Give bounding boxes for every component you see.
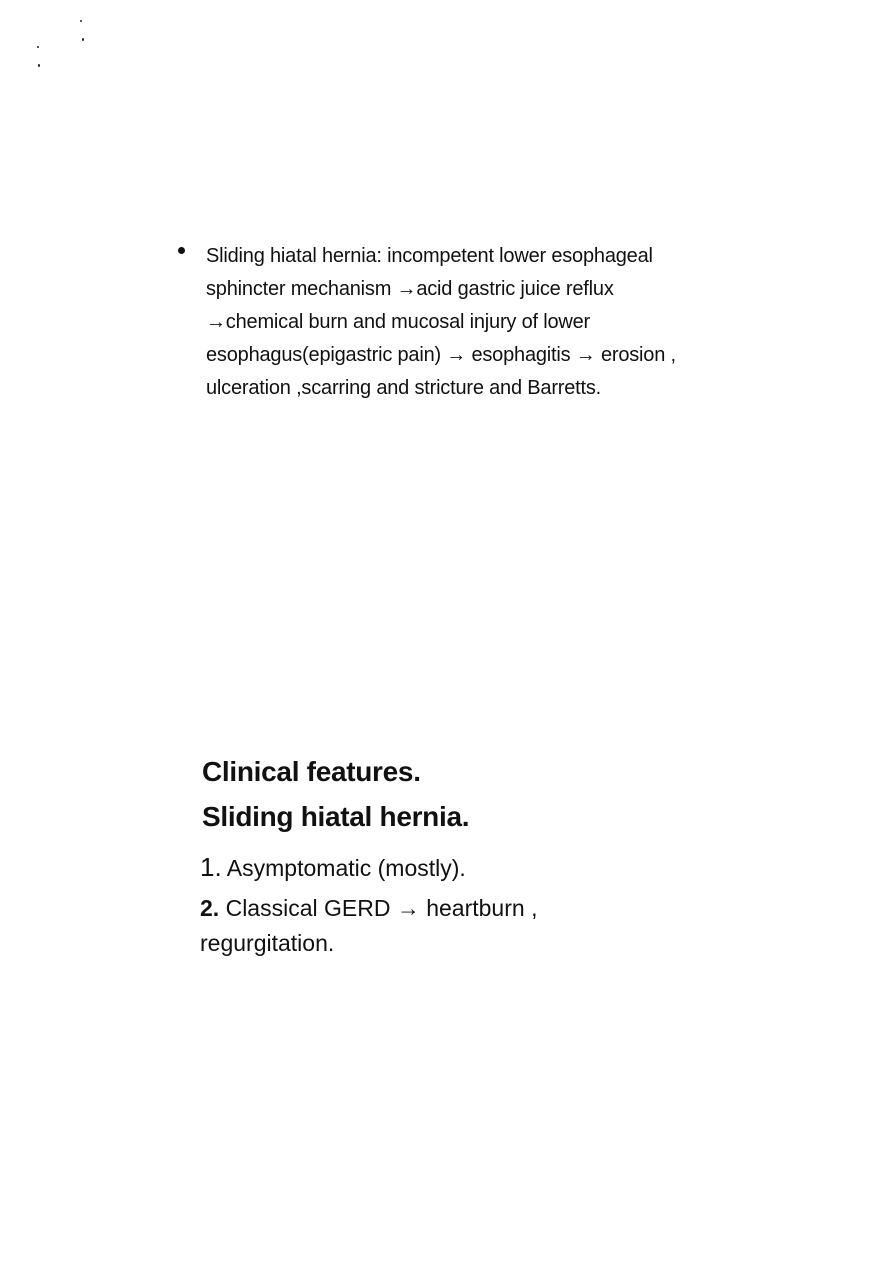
section-heading: Clinical features.: [202, 756, 421, 787]
bullet-text: Sliding hiatal hernia: incompetent lower esophageal sphincter mechanism →acid gastric juice reflux →chemical burn and mucosal injury of lower esophagus(epigastric pain) → esophagitis → erosion , ulceration ,scarring and stricture and Barretts.: [206, 245, 676, 399]
list-item-continuation: regurgitation.: [200, 930, 335, 956]
scan-speck: [38, 64, 40, 67]
scan-speck: [80, 20, 82, 22]
list-item: [200, 891, 537, 926]
scan-speck: [37, 46, 39, 48]
list-item-text: Asymptomatic (mostly).: [221, 855, 466, 881]
list-item-text: Classical GERD → heartburn ,: [219, 895, 538, 921]
list-item-number: 2.: [200, 895, 220, 921]
scan-speck: [82, 38, 84, 41]
section-subheading: Sliding hiatal hernia.: [202, 801, 470, 832]
bullet-dot-icon: [178, 247, 185, 254]
list-item-number: 1.: [200, 852, 222, 882]
list-item: [200, 850, 466, 886]
